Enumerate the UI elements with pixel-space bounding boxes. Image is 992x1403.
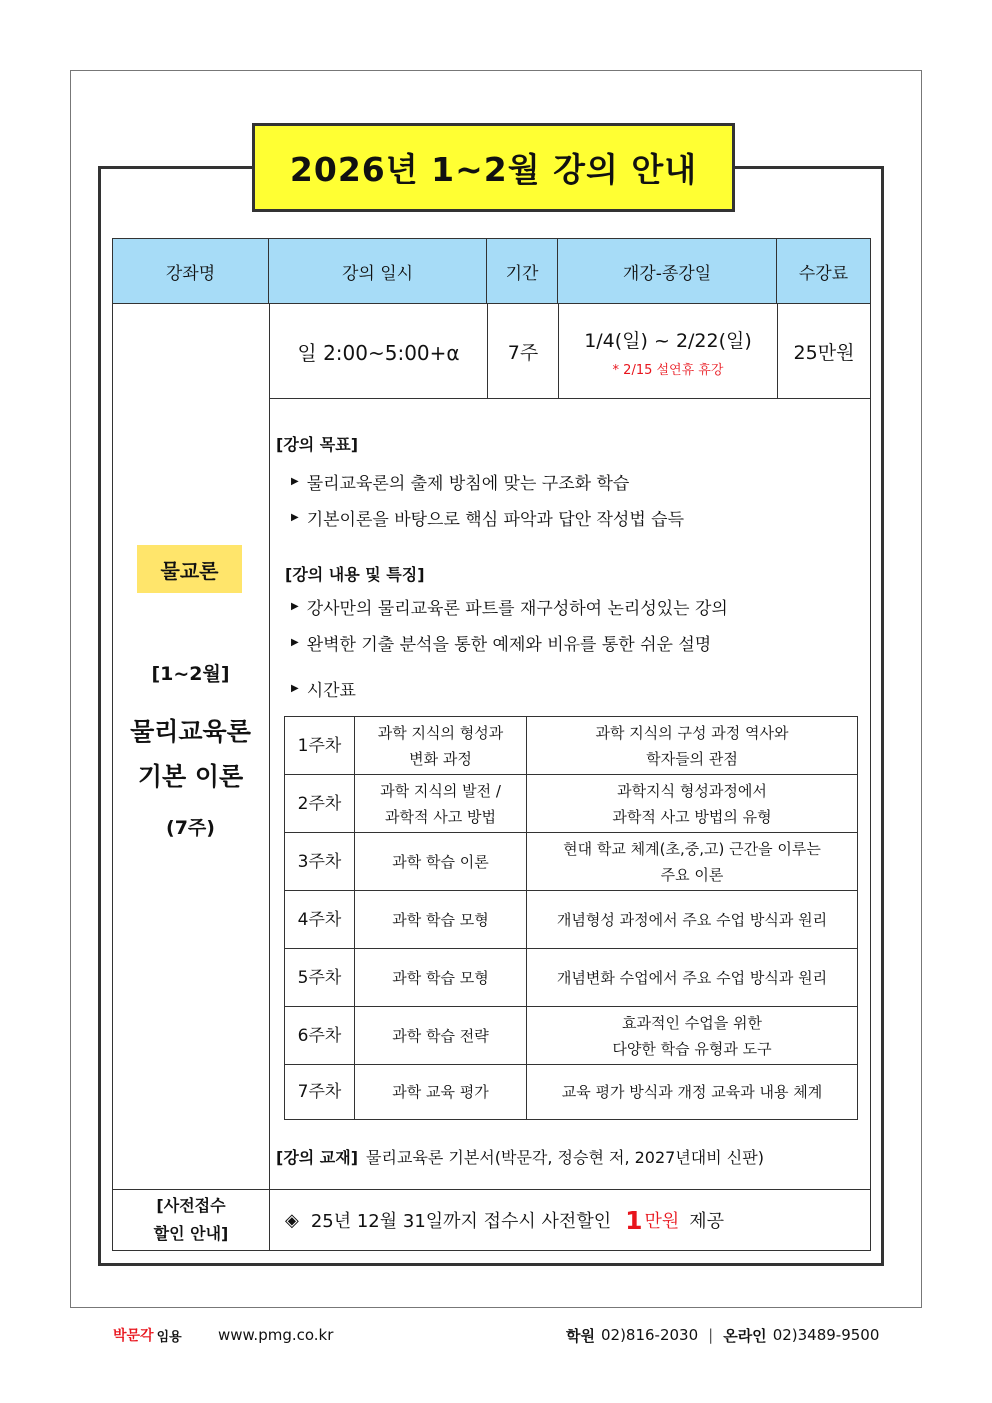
footer-separator: | [708,1326,714,1344]
detail-cell: 개념변화 수업에서 주요 수업 방식과 원리 [556,968,828,987]
discount-amount-number: 1 [625,1205,643,1235]
textbook-heading: [강의 교재] [276,1148,359,1167]
course-table [112,238,871,1251]
duration-value: 7주 [507,342,539,364]
course-period: [1~2월] [151,663,230,685]
course-weeks: (7주) [166,817,215,839]
detail-cell: 개념형성 과정에서 주요 수업 방식과 원리 [556,910,828,929]
header-course-name: 강좌명 [113,239,269,304]
topic-cell: 과학 학습 이론 [355,833,527,890]
divider [269,304,270,1189]
detail-cell: 과학지식 형성과정에서 과학적 사고 방법의 유형 [612,781,772,826]
bullet-icon: ▶ [291,512,299,523]
discount-amount-unit: 만원 [644,1211,680,1232]
table-row [285,891,857,949]
week-cell: 5주차 [285,949,355,1006]
topic-cell: 과학 교육 평가 [355,1065,527,1119]
academy-phone: 02)816-2030 [600,1326,699,1344]
timetable-label-text: 시간표 [306,681,356,701]
bullet-icon: ▶ [291,637,299,648]
goal-item [291,469,629,494]
dates-note: * 2/15 설연휴 휴강 [612,362,724,378]
discount-prefix: 25년 12월 31일까지 접수시 사전할인 [310,1211,612,1232]
goal-text: 물리교육론의 출제 방침에 맞는 구조화 학습 [306,474,630,494]
week-cell: 4주차 [285,891,355,948]
timetable-label [291,676,356,701]
goal-item [291,505,684,530]
week-cell: 1주차 [285,717,355,774]
feature-text: 완벽한 기출 분석을 통한 예제와 비유를 통한 쉬운 설명 [306,635,712,655]
detail-cell: 과학 지식의 구성 과정 역사와 학자들의 관점 [595,723,789,768]
academy-label: 학원 [566,1326,595,1345]
timetable [284,716,858,1120]
dates-value: 1/4(일) ~ 2/22(일) [584,329,752,352]
bullet-icon: ▶ [291,601,299,612]
features-heading: [강의 내용 및 특징] [285,565,425,584]
discount-label-line2: 할인 안내] [153,1224,229,1243]
header-duration: 기간 [487,239,558,304]
diamond-icon: ◈ [285,1209,299,1231]
week-cell: 3주차 [285,833,355,890]
logo-suffix: 임용 [156,1329,182,1345]
week-cell: 2주차 [285,775,355,832]
course-name-line1: 물리교육론 [130,717,251,746]
discount-label-line1: [사전접수 [156,1196,226,1215]
discount-text [285,1190,724,1250]
feature-item [291,594,728,619]
header-schedule: 강의 일시 [269,239,487,304]
topic-cell: 과학 지식의 발전 / 과학적 사고 방법 [355,775,527,832]
page-title: 2026년 1~2월 강의 안내 [252,123,735,212]
dates-cell [559,305,777,398]
header-dates: 개강-종강일 [558,239,777,304]
goal-text: 기본이론을 바탕으로 핵심 파악과 답안 작성법 습득 [306,510,684,530]
discount-suffix: 제공 [689,1211,725,1232]
footer-contact [566,1323,879,1347]
week-cell: 7주차 [285,1065,355,1119]
detail-cell: 현대 학교 체계(초,중,고) 근간을 이루는 주요 이론 [563,839,821,884]
fee-value: 25만원 [793,342,855,364]
topic-cell: 과학 학습 모형 [355,891,527,948]
feature-text: 강사만의 물리교육론 파트를 재구성하여 논리성있는 강의 [306,599,728,619]
divider [269,398,870,399]
bullet-icon: ▶ [291,476,299,487]
table-row [285,1007,857,1065]
header-fee: 수강료 [777,239,870,304]
logo-brand: 박문각 [113,1328,154,1344]
textbook-line [276,1145,764,1168]
table-row [285,833,857,891]
detail-cell: 효과적인 수업을 위한 다양한 학습 유형과 도구 [612,1013,772,1058]
detail-cell: 교육 평가 방식과 개정 교육과 내용 체계 [561,1083,823,1101]
table-row [285,1065,857,1119]
footer-website[interactable]: www.pmg.co.kr [218,1326,334,1344]
topic-cell: 과학 지식의 형성과 변화 과정 [355,717,527,774]
table-row [285,949,857,1007]
discount-label [113,1190,269,1250]
bullet-icon: ▶ [291,683,299,694]
divider [269,1189,270,1250]
online-label: 온라인 [723,1326,767,1345]
course-tag: 물교론 [137,545,242,593]
online-phone: 02)3489-9500 [772,1326,880,1344]
schedule-time: 일 2:00~5:00+α [297,341,460,365]
footer-logo [113,1323,182,1347]
goals-heading: [강의 목표] [276,435,359,454]
week-cell: 6주차 [285,1007,355,1064]
table-row [285,775,857,833]
feature-item [291,630,711,655]
textbook-text: 물리교육론 기본서(박문각, 정승현 저, 2027년대비 신판) [366,1148,764,1167]
table-row [285,717,857,775]
topic-cell: 과학 학습 모형 [355,949,527,1006]
topic-cell: 과학 학습 전략 [355,1007,527,1064]
course-name-line2: 기본 이론 [137,762,244,791]
